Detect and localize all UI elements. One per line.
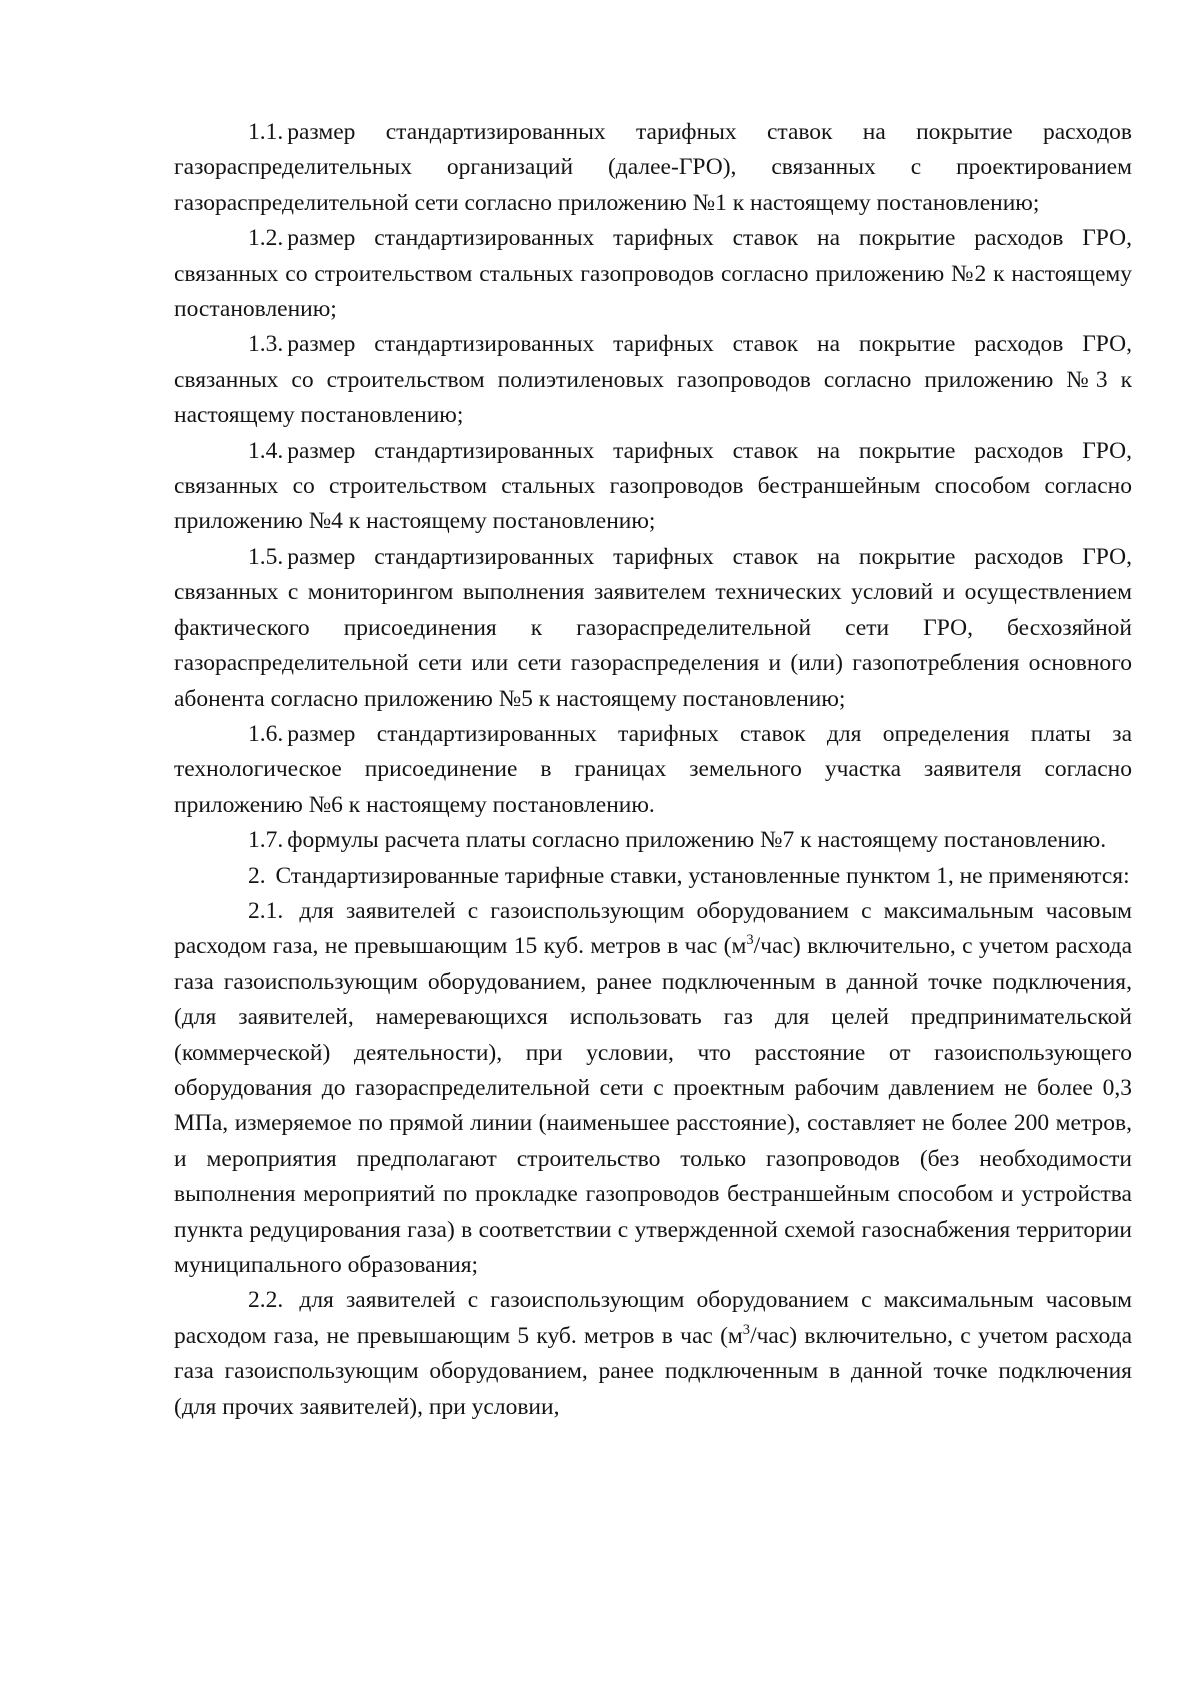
item-number: 1.1.	[248, 119, 284, 145]
item-number: 1.4.	[248, 437, 284, 464]
superscript: 3	[742, 1321, 751, 1338]
paragraph-1-6	[174, 717, 1132, 823]
paragraph-1-1	[174, 115, 1132, 221]
item-number: 1.7.	[248, 827, 284, 854]
paragraph-text: для заявителей с газоиспользующим оборудованием с максимальным часовым расходом газа, не превышающим 15 куб. метров в час (м	[174, 897, 1132, 960]
document-body	[174, 115, 1132, 1425]
paragraph-text: размер стандартизированных тарифных ставок на покрытие расходов ГРО, связанных с мониторингом выполнения заявителем технических условий и осуществлением фактического присоединения к газораспределительной сети ГРО, бесхозяйной газораспределительной сети или сети газораспределения и (или) газопотребления основного абонента согласно приложению №5 к настоящему постановлению;	[174, 543, 1132, 712]
paragraph-2-1	[174, 894, 1132, 1283]
item-number: 1.5.	[248, 543, 284, 570]
paragraph-text: размер стандартизированных тарифных ставок на покрытие расходов ГРО, связанных со строительством полиэтиленовых газопроводов согласно приложению №3 к настоящему постановлению;	[174, 331, 1132, 429]
paragraph-2-2	[174, 1283, 1132, 1425]
paragraph-text: размер стандартизированных тарифных ставок на покрытие расходов ГРО, связанных со строительством стальных газопроводов бестраншейным способом согласно приложению №4 к настоящему постановлению;	[174, 437, 1132, 535]
paragraph-text: формулы расчета платы согласно приложению №7 к настоящему постановлению.	[287, 827, 1107, 854]
paragraph-text: для заявителей с газоиспользующим оборудованием с максимальным часовым расходом газа, не превышающим 5 куб. метров в час (м	[174, 1287, 1132, 1349]
paragraph-text: размер стандартизированных тарифных ставок для определения платы за технологическое присоединение в границах земельного участка заявителя согласно приложению №6 к настоящему постановлению.	[174, 720, 1132, 818]
paragraph-1-7	[174, 823, 1132, 858]
paragraph-2	[174, 859, 1132, 894]
paragraph-1-4	[174, 434, 1132, 540]
paragraph-1-5	[174, 540, 1132, 717]
paragraph-text: размер стандартизированных тарифных ставок на покрытие расходов газораспределительных организаций (далее-ГРО), связанных с проектированием газораспределительной сети согласно приложению №1 к настоящему постановлению;	[174, 119, 1132, 216]
paragraph-1-3	[174, 327, 1132, 433]
superscript: 3	[746, 932, 754, 949]
paragraph-text: Стандартизированные тарифные ставки, установленные пунктом 1, не применяются:	[275, 862, 1130, 889]
item-number: 2.2.	[248, 1287, 284, 1314]
paragraph-text: размер стандартизированных тарифных ставок на покрытие расходов ГРО, связанных со строительством стальных газопроводов согласно приложению №2 к настоящему постановлению;	[174, 225, 1132, 323]
item-number: 1.2.	[248, 225, 284, 252]
item-number: 2.1.	[248, 897, 284, 924]
item-number: 1.6.	[248, 720, 284, 747]
item-number: 2.	[248, 862, 266, 889]
paragraph-text: /час) включительно, с учетом расхода газа газоиспользующим оборудованием, ранее подключенным в данной точке подключения (для прочих заявителей), при условии,	[174, 1322, 1133, 1420]
paragraph-1-2	[174, 221, 1132, 327]
item-number: 1.3.	[248, 331, 284, 358]
paragraph-text: /час) включительно, с учетом расхода газа газоиспользующим оборудованием, ранее подключенным в данной точке подключения, (для заявителей, намеревающихся использовать газ для целей предпринимательской (коммерческой) деятельности), при условии, что расстояние от газоиспользующего оборудования до газораспределительной сети с проектным рабочим давлением не более 0,3 МПа, измеряемое по прямой линии (наименьшее расстояние), составляет не более 200 метров, и мероприятия предполагают строительство только газопроводов (без необходимости выполнения мероприятий по прокладке газопроводов бестраншейным способом и устройства пункта редуцирования газа) в соответствии с утвержденной схемой газоснабжения территории муниципального образования;	[174, 933, 1132, 1278]
